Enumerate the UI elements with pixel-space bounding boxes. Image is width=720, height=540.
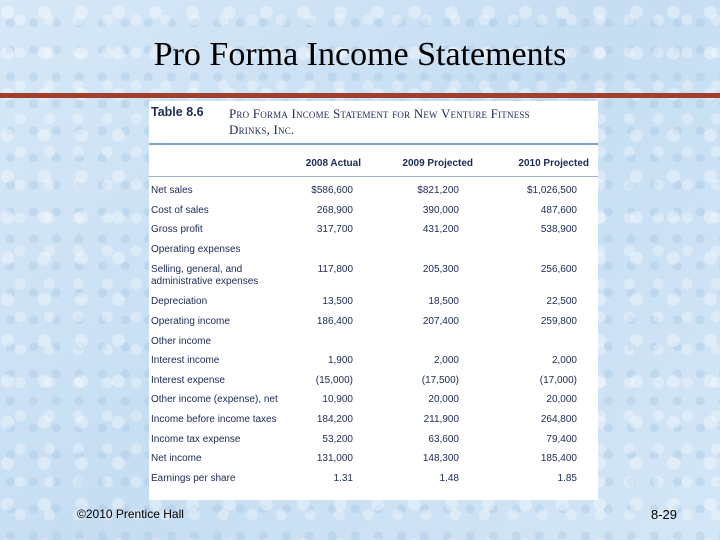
copyright-footer: ©2010 Prentice Hall [77,507,184,521]
row-label: Other income (expense), net [151,394,278,405]
row-label: Net sales [151,185,193,196]
table-number: Table 8.6 [151,105,204,119]
header-divider [149,176,598,177]
row-value-2010: 22,500 [546,296,577,307]
row-value-2010: 79,400 [546,434,577,445]
row-value-2009: (17,500) [421,375,459,386]
row-label: Cost of sales [151,205,209,216]
row-value-2008: 117,800 [317,264,353,275]
table-title [229,106,599,138]
table-title-line-1: Pro Forma Income Statement for New Venture Fitness [229,106,530,121]
row-value-2010: 2,000 [551,355,577,366]
row-value-2010: 487,600 [540,205,577,216]
row-label: Gross profit [151,224,203,235]
row-label: Selling, general, and administrative expenses [151,264,259,287]
row-value-2008: 268,900 [316,205,353,216]
row-value-2008: 1,900 [327,355,353,366]
column-header-2008: 2008 Actual [305,158,361,169]
row-value-2009: 390,000 [422,205,459,216]
row-value-2009: 20,000 [428,394,459,405]
title-divider [0,93,720,98]
row-value-2008: 131,000 [316,453,353,464]
row-value-2009: 205,300 [422,264,459,275]
slide-title: Pro Forma Income Statements [153,36,567,73]
row-label: Interest income [151,355,220,366]
row-value-2009: 431,200 [422,224,459,235]
column-header-2010: 2010 Projected [518,158,589,169]
row-label: Operating income [151,316,230,327]
row-value-2008: 1.31 [333,473,353,484]
row-value-2010: $1,026,500 [526,185,577,196]
row-value-2010: 185,400 [540,453,577,464]
row-value-2008: $586,600 [311,185,353,196]
row-label: Interest expense [151,375,225,386]
row-value-2008: 13,500 [322,296,353,307]
column-headers [149,158,598,172]
row-value-2010: 538,900 [540,224,577,235]
row-value-2009: 148,300 [422,453,459,464]
row-label: Income tax expense [151,434,241,445]
row-value-2010: 256,600 [540,264,577,275]
row-value-2010: 1.85 [557,473,577,484]
income-statement-table [149,101,598,500]
row-value-2009: 211,900 [423,414,459,425]
row-label: Depreciation [151,296,208,307]
column-header-2009: 2009 Projected [402,158,473,169]
row-value-2010: (17,000) [539,375,577,386]
row-value-2008: 10,900 [322,394,353,405]
row-label: Net income [151,453,202,464]
row-value-2010: 20,000 [546,394,577,405]
row-label: Other income [151,336,212,347]
row-value-2009: 18,500 [428,296,459,307]
row-value-2009: 2,000 [433,355,459,366]
row-value-2009: 63,600 [428,434,459,445]
row-value-2010: 264,800 [540,414,577,425]
row-label: Income before income taxes [151,414,277,425]
row-value-2008: 184,200 [316,414,353,425]
row-value-2010: 259,800 [540,316,577,327]
row-label: Earnings per share [151,473,236,484]
slide-number: 8-29 [650,507,677,522]
row-label: Operating expenses [151,244,241,255]
table-title-line-2: Drinks, Inc. [229,122,295,137]
row-value-2008: 317,700 [316,224,353,235]
row-value-2009: 207,400 [422,316,459,327]
row-value-2008: (15,000) [315,375,353,386]
row-value-2009: $821,200 [417,185,459,196]
caption-divider [149,143,598,145]
row-value-2008: 186,400 [316,316,353,327]
row-value-2008: 53,200 [322,434,353,445]
row-value-2009: 1.48 [439,473,459,484]
